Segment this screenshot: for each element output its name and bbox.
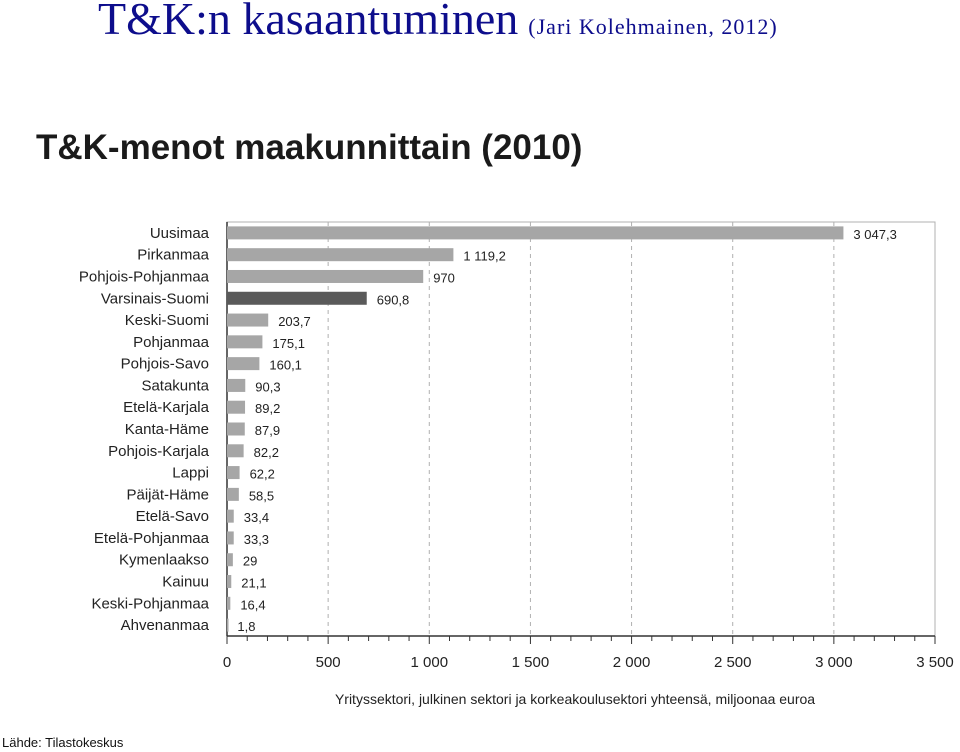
bar xyxy=(227,357,259,370)
category-label: Lappi xyxy=(172,464,209,482)
category-label: Etelä-Savo xyxy=(135,508,209,526)
bar xyxy=(227,466,240,479)
category-label: Kymenlaakso xyxy=(118,551,209,569)
value-label: 58,5 xyxy=(248,488,275,504)
bar xyxy=(227,270,423,283)
bar xyxy=(227,619,229,632)
category-label: Kainuu xyxy=(162,573,209,591)
x-tick-label: 1 500 xyxy=(511,654,550,671)
bar xyxy=(227,314,268,327)
category-label: Päijät-Häme xyxy=(126,486,209,504)
x-tick-label: 2 500 xyxy=(713,654,752,671)
value-label: 175,1 xyxy=(272,335,305,351)
category-label: Keski-Suomi xyxy=(124,312,209,330)
x-tick-label: 3 000 xyxy=(815,654,853,671)
x-axis-label: Yrityssektori, julkinen sektori ja korkeakoulusektori yhteensä, miljoonaa euroa xyxy=(334,691,816,707)
slide-title-main: T&K:n kasaantuminen xyxy=(98,0,519,44)
category-label: Etelä-Pohjanmaa xyxy=(93,529,209,547)
value-label: 160,1 xyxy=(269,357,302,373)
x-tick-label: 2 000 xyxy=(612,654,651,671)
x-tick-label: 3 500 xyxy=(916,654,954,671)
category-label: Keski-Pohjanmaa xyxy=(91,595,209,613)
x-tick-label: 0 xyxy=(222,654,232,671)
value-label: 29 xyxy=(242,553,258,569)
value-label: 33,3 xyxy=(243,531,270,547)
category-label: Pohjois-Pohjanmaa xyxy=(78,268,209,286)
bar xyxy=(227,401,245,414)
slide-title-subtitle: (Jari Kolehmainen, 2012) xyxy=(528,14,778,39)
category-label: Pohjois-Karjala xyxy=(108,442,209,460)
value-label: 1,8 xyxy=(237,619,256,635)
category-label: Satakunta xyxy=(141,377,209,395)
x-tick-label: 500 xyxy=(315,654,341,671)
value-label: 82,2 xyxy=(253,444,279,460)
bar xyxy=(227,575,231,588)
bar xyxy=(227,488,239,501)
bar xyxy=(227,553,233,566)
value-label: 970 xyxy=(433,270,455,286)
category-label: Ahvenanmaa xyxy=(120,617,209,635)
value-label: 203,7 xyxy=(278,314,311,330)
category-label: Pohjois-Savo xyxy=(120,355,209,373)
value-label: 1 119,2 xyxy=(463,248,506,264)
bar xyxy=(227,248,453,261)
bar xyxy=(227,379,245,392)
bar xyxy=(227,423,245,436)
value-label: 690,8 xyxy=(376,292,410,308)
value-label: 90,3 xyxy=(255,379,281,395)
value-label: 89,2 xyxy=(255,401,281,417)
category-label: Pirkanmaa xyxy=(137,246,209,264)
bar xyxy=(227,444,244,457)
value-label: 62,2 xyxy=(249,466,275,482)
value-label: 16,4 xyxy=(240,597,266,613)
bar xyxy=(227,510,234,523)
category-label: Etelä-Karjala xyxy=(123,399,209,417)
category-label: Pohjanmaa xyxy=(133,333,209,351)
bar xyxy=(227,531,234,544)
chart-title: T&K-menot maakunnittain (2010) xyxy=(36,128,583,167)
category-label: Varsinais-Suomi xyxy=(100,290,209,308)
x-tick-label: 1 000 xyxy=(410,654,449,671)
bar xyxy=(227,226,843,239)
bar xyxy=(227,335,262,348)
value-label: 33,4 xyxy=(243,510,270,526)
value-label: 21,1 xyxy=(241,575,267,591)
value-label: 3 047,3 xyxy=(853,226,897,242)
bar xyxy=(227,597,230,610)
value-label: 87,9 xyxy=(254,423,281,438)
bar xyxy=(227,292,367,305)
category-label: Uusimaa xyxy=(149,224,209,242)
plot-area-frame xyxy=(227,222,935,636)
category-label: Kanta-Häme xyxy=(124,421,209,438)
source-note: Lähde: Tilastokeskus xyxy=(2,735,124,750)
